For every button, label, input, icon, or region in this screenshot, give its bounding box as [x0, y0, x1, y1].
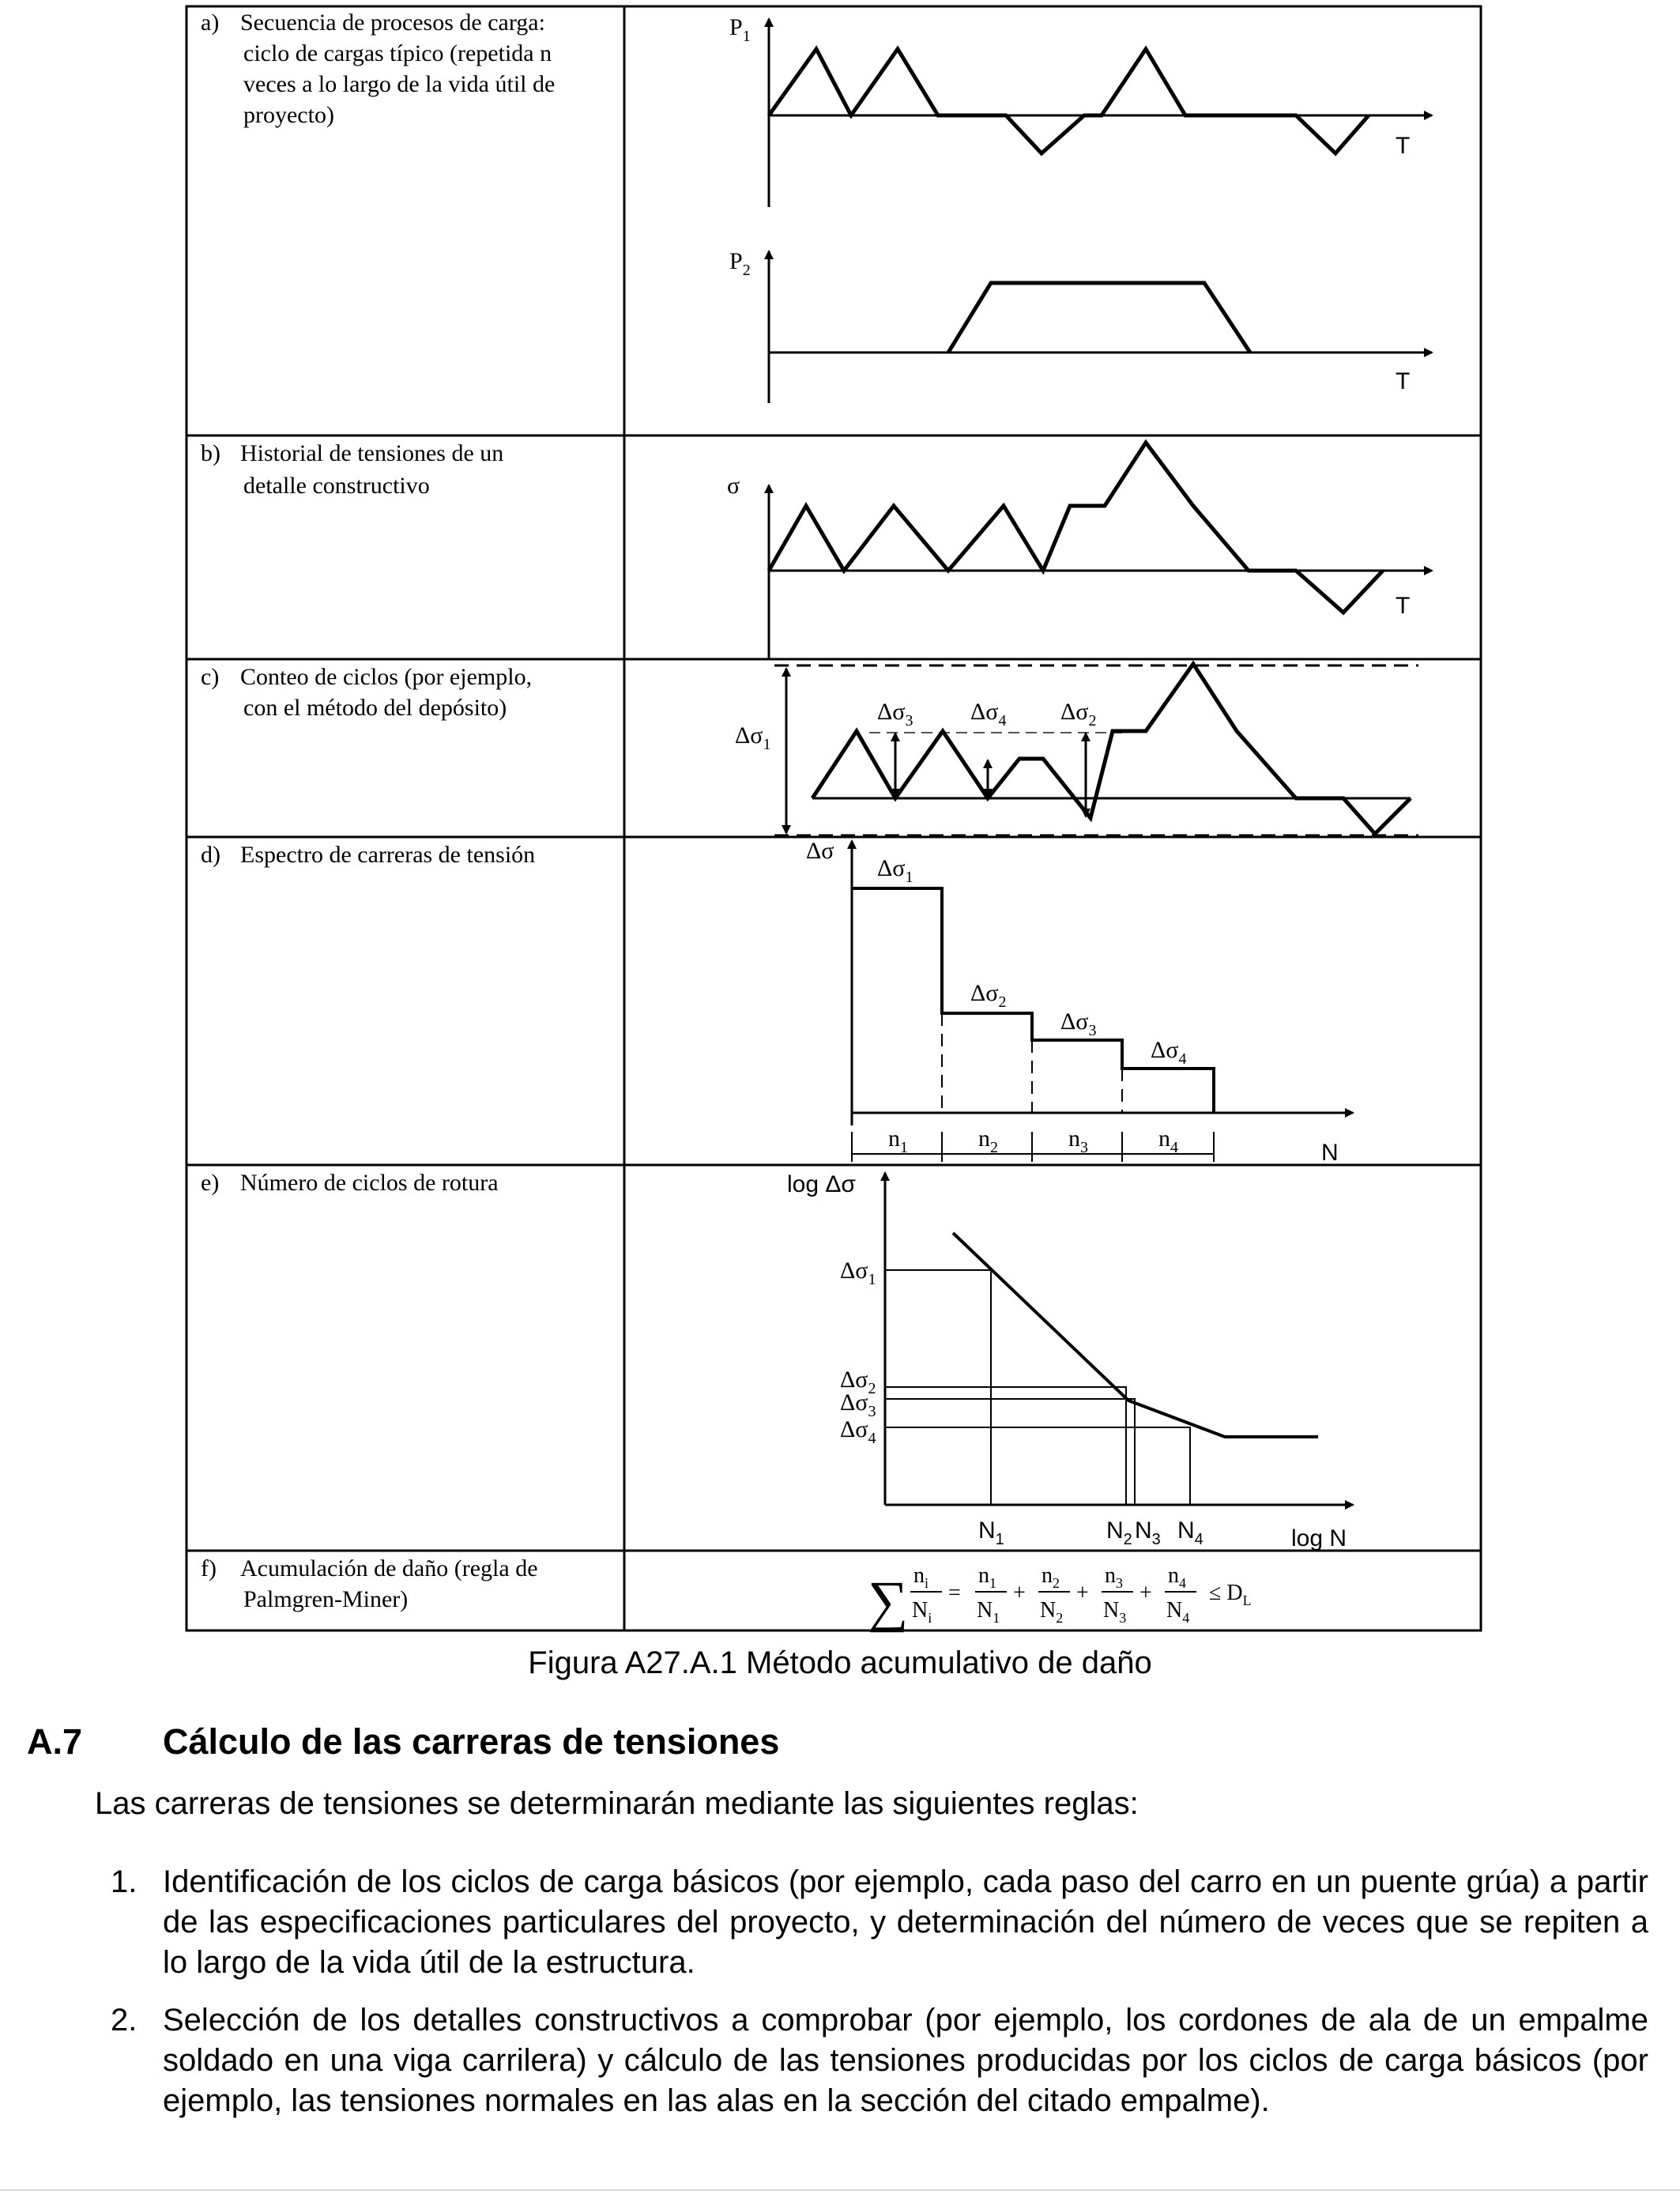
row-c-label	[201, 664, 532, 721]
load-p2-diagram	[729, 248, 1432, 403]
sn-ds1-label: $\Delta\sigma_1$	[840, 1257, 876, 1288]
sn-ds4-label: $\Delta\sigma_4$	[840, 1416, 876, 1447]
counting-ds1-label: $\Delta\sigma_1$	[735, 722, 771, 753]
svg-text:+: +	[1139, 1581, 1152, 1605]
spectrum-ds2-label: $\Delta\sigma_2$	[970, 980, 1007, 1011]
spectrum-n2-label: $n_2$	[978, 1125, 998, 1156]
section-number: A.7	[27, 1721, 83, 1762]
list-item	[111, 2000, 1648, 2121]
figure-table-frame	[186, 6, 1481, 1630]
p2-t-label: T	[1396, 368, 1411, 394]
svg-text:ni: $n_i$	[913, 1563, 929, 1591]
stress-history-diagram	[727, 443, 1432, 659]
spectrum-n1-label: $n_1$	[888, 1125, 908, 1156]
spectrum-steps	[852, 888, 1214, 1113]
svg-text:n4: $n_4$	[1168, 1563, 1186, 1591]
section-title: Cálculo de las carreras de tensiones	[163, 1721, 780, 1762]
row-f-label	[201, 1555, 538, 1612]
summation-symbol: ∑	[868, 1570, 909, 1633]
svg-text:N4: $N_4$	[1166, 1598, 1190, 1626]
svg-text:N3: $N_3$	[1103, 1598, 1127, 1626]
list-item-number: 2.	[111, 2003, 137, 2038]
spectrum-n4-label: $n_4$	[1158, 1125, 1178, 1156]
counting-ds3-label: $\Delta\sigma_3$	[877, 699, 913, 729]
sn-N2-label: $N_2$	[1106, 1517, 1132, 1548]
svg-text:ciclo de cargas típico (repeti: ciclo de cargas típico (repetida n	[243, 40, 552, 66]
spectrum-axis-label: Δσ	[806, 838, 834, 864]
svg-text:Conteo de ciclos (por ejemplo,: Conteo de ciclos (por ejemplo,	[240, 664, 533, 690]
p2-load-curve	[948, 283, 1250, 352]
counting-ds4-label: $\Delta\sigma_4$	[970, 699, 1007, 729]
svg-text:N2: $N_2$	[1040, 1598, 1064, 1626]
row-e-label	[201, 1170, 499, 1196]
svg-text:e): e)	[201, 1170, 220, 1196]
spectrum-ds4-label: $\Delta\sigma_4$	[1151, 1037, 1187, 1068]
spectrum-ds3-label: $\Delta\sigma_3$	[1060, 1008, 1097, 1039]
svg-text:Espectro de carreras de tensió: Espectro de carreras de tensión	[240, 842, 536, 868]
svg-text:a): a)	[201, 9, 220, 36]
cycle-counting-diagram	[735, 664, 1418, 835]
svg-text:c): c)	[201, 664, 220, 690]
svg-text:n1: $n_1$	[978, 1563, 996, 1591]
svg-text:Ni: $N_i$	[912, 1598, 932, 1626]
stress-spectrum-diagram	[806, 838, 1353, 1166]
sn-reference-lines	[885, 1270, 1190, 1505]
spectrum-ds1-label: $\Delta\sigma_1$	[877, 855, 913, 886]
svg-text:Secuencia de procesos de carga: Secuencia de procesos de carga:	[240, 9, 545, 36]
sn-horizontal-axis-label: log N	[1291, 1525, 1347, 1551]
p1-axis-label: $P_1$	[729, 14, 751, 45]
sn-N1-label: $N_1$	[978, 1517, 1004, 1548]
spectrum-n3-label: $n_3$	[1068, 1125, 1088, 1156]
svg-text:Acumulación de daño (regla de: Acumulación de daño (regla de	[240, 1555, 538, 1581]
svg-text:N1: $N_1$	[977, 1598, 1000, 1626]
list-item-number: 1.	[111, 1864, 137, 1899]
stress-t-label: T	[1396, 593, 1411, 619]
sn-curve-diagram	[787, 1171, 1353, 1551]
svg-text:≤ DL: ≤ $D_L$	[1209, 1581, 1252, 1608]
intro-paragraph: Las carreras de tensiones se determinarán mediante las siguientes reglas:	[95, 1786, 1139, 1821]
p1-load-curve	[769, 49, 1369, 153]
svg-text:f): f)	[201, 1555, 217, 1581]
row-b-label	[201, 440, 503, 499]
page-bottom-divider	[0, 2189, 1680, 2191]
svg-text:n3: $n_3$	[1105, 1563, 1123, 1591]
list-item-text: Selección de los detalles constructivos a comprobar (por ejemplo, los cordones de ala de un empalme soldado en una viga carrilera) y cálculo de las tensiones producidas por los ciclos de carga básicos (por ejemplo, las tensiones normales en las alas en la sección del citado empalme).	[163, 2003, 1648, 2118]
svg-text:n2: $n_2$	[1042, 1563, 1060, 1591]
svg-text:proyecto): proyecto)	[243, 102, 334, 128]
spectrum-n-axis-label: N	[1321, 1140, 1339, 1166]
row-d-label	[201, 842, 535, 868]
svg-text:b): b)	[201, 440, 220, 466]
svg-text:+: +	[1013, 1581, 1026, 1605]
svg-text:d): d)	[201, 842, 220, 868]
load-p1-diagram	[729, 14, 1432, 207]
sn-vertical-axis-label: log Δσ	[787, 1171, 856, 1197]
list-item-text: Identificación de los ciclos de carga básicos (por ejemplo, cada paso del carro en un puente grúa) a partir de las especificaciones particulares del proyecto, y determinación del número de veces que se repiten a lo largo de la vida útil de la estructura.	[163, 1864, 1648, 1980]
svg-text:detalle constructivo: detalle constructivo	[243, 473, 430, 499]
svg-text:Palmgren-Miner): Palmgren-Miner)	[243, 1586, 409, 1612]
counting-stress-curve	[812, 664, 1411, 834]
counting-ds2-label: $\Delta\sigma_2$	[1060, 699, 1097, 729]
svg-text:Número de ciclos de rotura: Número de ciclos de rotura	[240, 1170, 499, 1196]
palmgren-miner-formula	[868, 1563, 1252, 1633]
rules-list	[111, 1862, 1648, 2139]
p2-axis-label: $P_2$	[729, 248, 751, 279]
svg-text:Historial de tensiones de un: Historial de tensiones de un	[240, 440, 504, 466]
list-item	[111, 1862, 1648, 1983]
svg-text:veces a lo largo de la vida út: veces a lo largo de la vida útil de	[243, 71, 556, 97]
sigma-axis-label: σ	[727, 473, 740, 499]
sn-N4-label: $N_4$	[1177, 1517, 1203, 1548]
svg-text:con el método del depósito): con el método del depósito)	[243, 695, 507, 721]
sn-N3-label: $N_3$	[1135, 1517, 1161, 1548]
sn-ds2-label: $\Delta\sigma_2$	[840, 1367, 876, 1397]
p1-t-label: T	[1396, 133, 1411, 159]
row-a-label	[201, 9, 555, 128]
sn-ds3-label: $\Delta\sigma_3$	[840, 1389, 876, 1420]
figure-caption: Figura A27.A.1 Método acumulativo de daño	[528, 1646, 1152, 1680]
svg-text:=: =	[948, 1581, 961, 1605]
svg-text:+: +	[1076, 1581, 1089, 1605]
stress-history-curve	[769, 443, 1383, 613]
